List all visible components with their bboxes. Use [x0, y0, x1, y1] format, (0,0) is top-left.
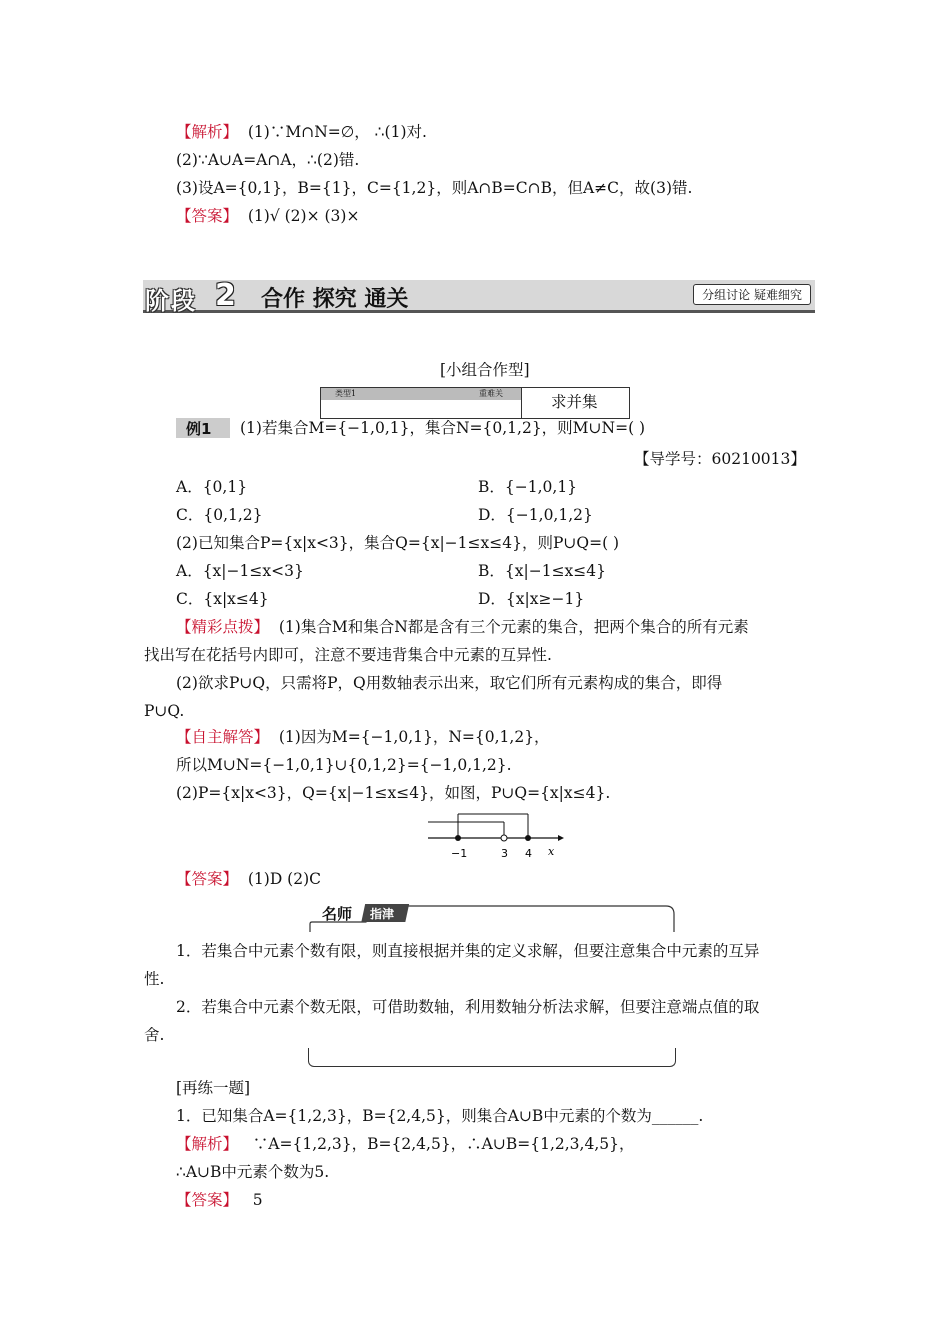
tips-head: 名师: [322, 905, 353, 923]
practice-heading: [再练一题]: [176, 1079, 251, 1097]
solution-tag: 【自主解答】: [176, 728, 270, 746]
q1-option-d: D．{−1,0,1,2}: [478, 506, 593, 524]
q1-option-b: B．{−1,0,1}: [478, 478, 578, 496]
analysis-line-3: (3)设A={0,1}，B={1}，C={1,2}，则A∩B=C∩B，但A≠C，故(3)错.: [176, 179, 693, 197]
tips-footer: [308, 1048, 676, 1067]
practice-solution-text: ∵A={1,2,3}，B={2,4,5}，∴A∪B={1,2,3,4,5}，: [252, 1135, 635, 1153]
solution-line-1: [176, 727, 550, 747]
answer-line: [176, 206, 359, 226]
q1-option-a: A．{0,1}: [176, 478, 248, 496]
analysis-line-1: [176, 122, 427, 142]
analysis-text-1: (1)∵M∩N=∅， ∴(1)对.: [247, 123, 427, 141]
type-label: 类型1: [335, 389, 357, 398]
tips-head-2: 指津: [370, 907, 395, 921]
answer1-line: [176, 869, 321, 889]
solution-line-3: (2)P={x|x<3}，Q={x|−1≤x≤4}，如图，P∪Q={x|x≤4}.: [176, 784, 611, 802]
example-label: 例1: [186, 420, 212, 438]
practice-solution-line-2: ∴A∪B中元素个数为5.: [176, 1163, 330, 1181]
group-heading: [小组合作型]: [440, 361, 530, 379]
practice-answer-text: 5: [252, 1191, 263, 1209]
guide-number: 【导学号：60210013】: [634, 450, 806, 468]
q2-option-d: D．{x|x≥−1}: [478, 590, 585, 608]
answer1-tag: 【答案】: [176, 870, 239, 888]
tip-1b: 性.: [144, 970, 165, 988]
practice-answer-line: [176, 1190, 263, 1210]
answer-text: (1)√ (2)× (3)×: [247, 207, 360, 225]
tick-3: 3: [501, 847, 508, 860]
analysis-line-2: (2)∵A∪A=A∩A，∴(2)错.: [176, 151, 360, 169]
point-4: [525, 835, 531, 841]
practice-solution-line: [176, 1134, 634, 1154]
example-mark: [176, 418, 230, 438]
solution-line-2: 所以M∪N={−1,0,1}∪{0,1,2}={−1,0,1,2}.: [176, 756, 512, 774]
practice-answer-tag: 【答案】: [176, 1191, 239, 1209]
tick-neg1: −1: [451, 847, 468, 860]
analysis-tag: 【解析】: [176, 123, 239, 141]
point-3: [501, 835, 507, 841]
number-line-figure: [420, 808, 570, 864]
q2-option-a: A．{x|−1≤x<3}: [176, 562, 304, 580]
hint-text-1: (1)集合M和集合N都是含有三个元素的集合，把两个集合的所有元素: [278, 618, 749, 636]
tip-1a: 1．若集合中元素个数有限，则直接根据并集的定义求解，但要注意集合中元素的互异: [176, 942, 760, 960]
tip-2b: 舍.: [144, 1026, 165, 1044]
q1-option-c: C．{0,1,2}: [176, 506, 263, 524]
type-divider: [521, 388, 522, 418]
example-q2: (2)已知集合P={x|x<3}，集合Q={x|−1≤x≤4}，则P∪Q=( ): [176, 534, 620, 552]
point-neg1: [455, 835, 461, 841]
type-title: 求并集: [551, 393, 598, 411]
q2-option-c: C．{x|x≤4}: [176, 590, 269, 608]
hint-line-3: (2)欲求P∪Q，只需将P，Q用数轴表示出来，取它们所有元素构成的集合，即得: [176, 674, 723, 692]
practice-question: 1．已知集合A={1,2,3}，B={2,4,5}，则集合A∪B中元素的个数为______.: [176, 1107, 704, 1125]
stage-tag: 分组讨论 疑难细究: [693, 284, 811, 305]
hint-line-4: P∪Q.: [144, 702, 185, 720]
hint-line-2: 找出写在花括号内即可，注意不要违背集合中元素的互异性.: [144, 646, 552, 664]
type-box: [320, 387, 630, 419]
axis-arrow: [558, 835, 564, 841]
stage-title: 合作 探究 通关: [261, 287, 409, 312]
type-sub: 重难关: [479, 389, 503, 398]
tick-4: 4: [525, 847, 532, 860]
solution-text-1: (1)因为M={−1,0,1}，N={0,1,2}，: [278, 728, 550, 746]
answer1-text: (1)D (2)C: [247, 870, 322, 888]
example-q1: (1)若集合M={−1,0,1}，集合N={0,1,2}，则M∪N=( ): [240, 419, 646, 437]
practice-solution-tag: 【解析】: [176, 1135, 239, 1153]
hint-tag: 【精彩点拨】: [176, 618, 270, 636]
stage-number: 2: [215, 278, 236, 313]
tip-2a: 2．若集合中元素个数无限，可借助数轴，利用数轴分析法求解，但要注意端点值的取: [176, 998, 760, 1016]
tips-header: [308, 900, 678, 934]
stage-label: 阶段: [145, 287, 197, 315]
hint-line-1: [176, 617, 749, 637]
answer-tag: 【答案】: [176, 207, 239, 225]
stage-banner: [143, 278, 815, 315]
q2-option-b: B．{x|−1≤x≤4}: [478, 562, 607, 580]
axis-label: x: [548, 845, 555, 858]
